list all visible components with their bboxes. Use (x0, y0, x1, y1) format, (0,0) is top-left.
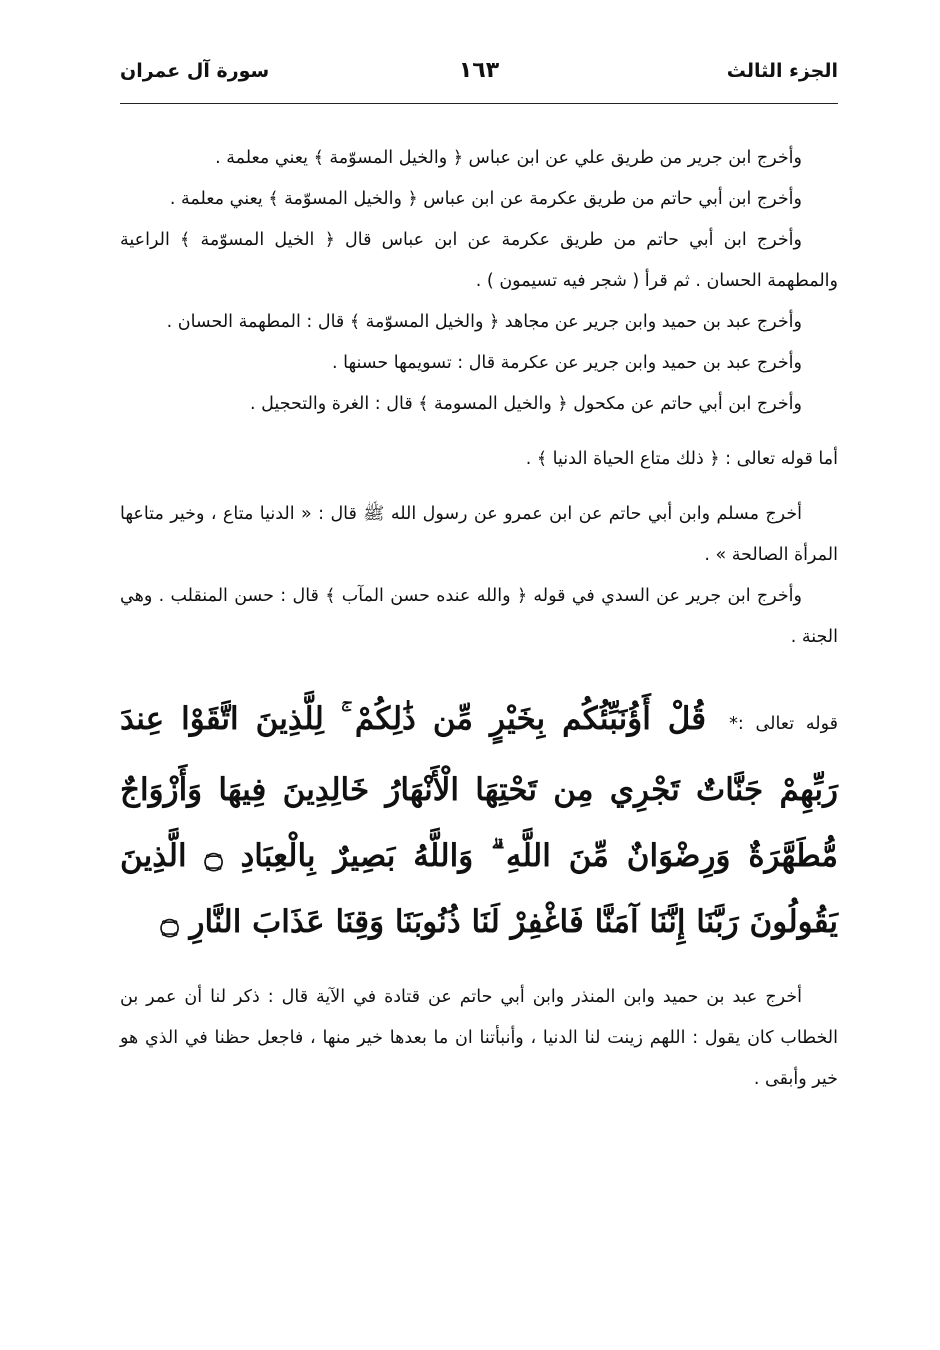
quran-verse-text: قُلْ أَؤُنَبِّئُكُم بِخَيْرٍ مِّن ذَٰلِكُمْ ۚ لِلَّذِينَ اتَّقَوْا عِندَ رَبِّهِمْ جَنَّاتٌ تَجْرِي مِن تَحْتِهَا الْأَنْهَارُ خَالِدِينَ فِيهَا وَأَزْوَاجٌ مُّطَهَّرَةٌ وَرِضْوَانٌ مِّنَ اللَّهِ ۗ وَاللَّهُ بَصِيرٌ بِالْعِبَادِ ۝ الَّذِينَ يَقُولُونَ رَبَّنَا إِنَّنَا آمَنَّا فَاغْفِرْ لَنَا ذُنُوبَنَا وَقِنَا عَذَابَ النَّارِ ۝ (120, 701, 838, 940)
page-body (120, 138, 838, 1100)
paragraph: وأخرج ابن أبي حاتم من طريق عكرمة عن ابن عباس قال ﴿ الخيل المسوّمة ﴾ الراعية والمطهمة الحسان . ثم قرأ ( شجر فيه تسيمون ) . (120, 230, 838, 291)
paragraph: وأخرج عبد بن حميد وابن جرير عن عكرمة قال : تسويمها حسنها . (331, 353, 802, 373)
paragraph: أخرج مسلم وابن أبي حاتم عن ابن عمرو عن رسول الله ﷺ قال : « الدنيا متاع ، وخير متاعها المرأة الصالحة » . (120, 504, 838, 565)
paragraph: وأخرج ابن أبي حاتم عن مكحول ﴿ والخيل المسومة ﴾ قال : الغرة والتحجيل . (250, 394, 802, 414)
quran-verse-block (120, 686, 838, 955)
surah-title: سورة آل عمران (120, 60, 270, 82)
paragraph: أخرج عبد بن حميد وابن المنذر وابن أبي حاتم عن قتادة في الآية قال : ذكر لنا أن عمر بن الخطاب كان يقول : اللهم زينت لنا الدنيا ، وأنبأتنا ان ما بعدها خير منها ، فاجعل حظنا في الذي هو خير وأبقى . (120, 987, 838, 1089)
paragraph: وأخرج ابن أبي حاتم من طريق عكرمة عن ابن عباس ﴿ والخيل المسوّمة ﴾ يعني معلمة . (169, 189, 802, 209)
paragraph: وأخرج ابن جرير من طريق علي عن ابن عباس ﴿ والخيل المسوّمة ﴾ يعني معلمة . (215, 148, 802, 168)
section-heading: أما قوله تعالى : ﴿ ذلك متاع الحياة الدنيا ﴾ . (525, 449, 838, 469)
header-rule (120, 103, 838, 104)
verse-intro: قوله تعالى :* (729, 714, 838, 734)
running-header (120, 58, 838, 98)
part-title: الجزء الثالث (726, 60, 838, 82)
paragraph: وأخرج ابن جرير عن السدي في قوله ﴿ والله عنده حسن المآب ﴾ قال : حسن المنقلب . وهي الجنة . (120, 586, 838, 647)
page-number: ١٦٣ (458, 58, 500, 83)
paragraph: وأخرج عبد بن حميد وابن جرير عن مجاهد ﴿ والخيل المسوّمة ﴾ قال : المطهمة الحسان . (166, 312, 802, 332)
